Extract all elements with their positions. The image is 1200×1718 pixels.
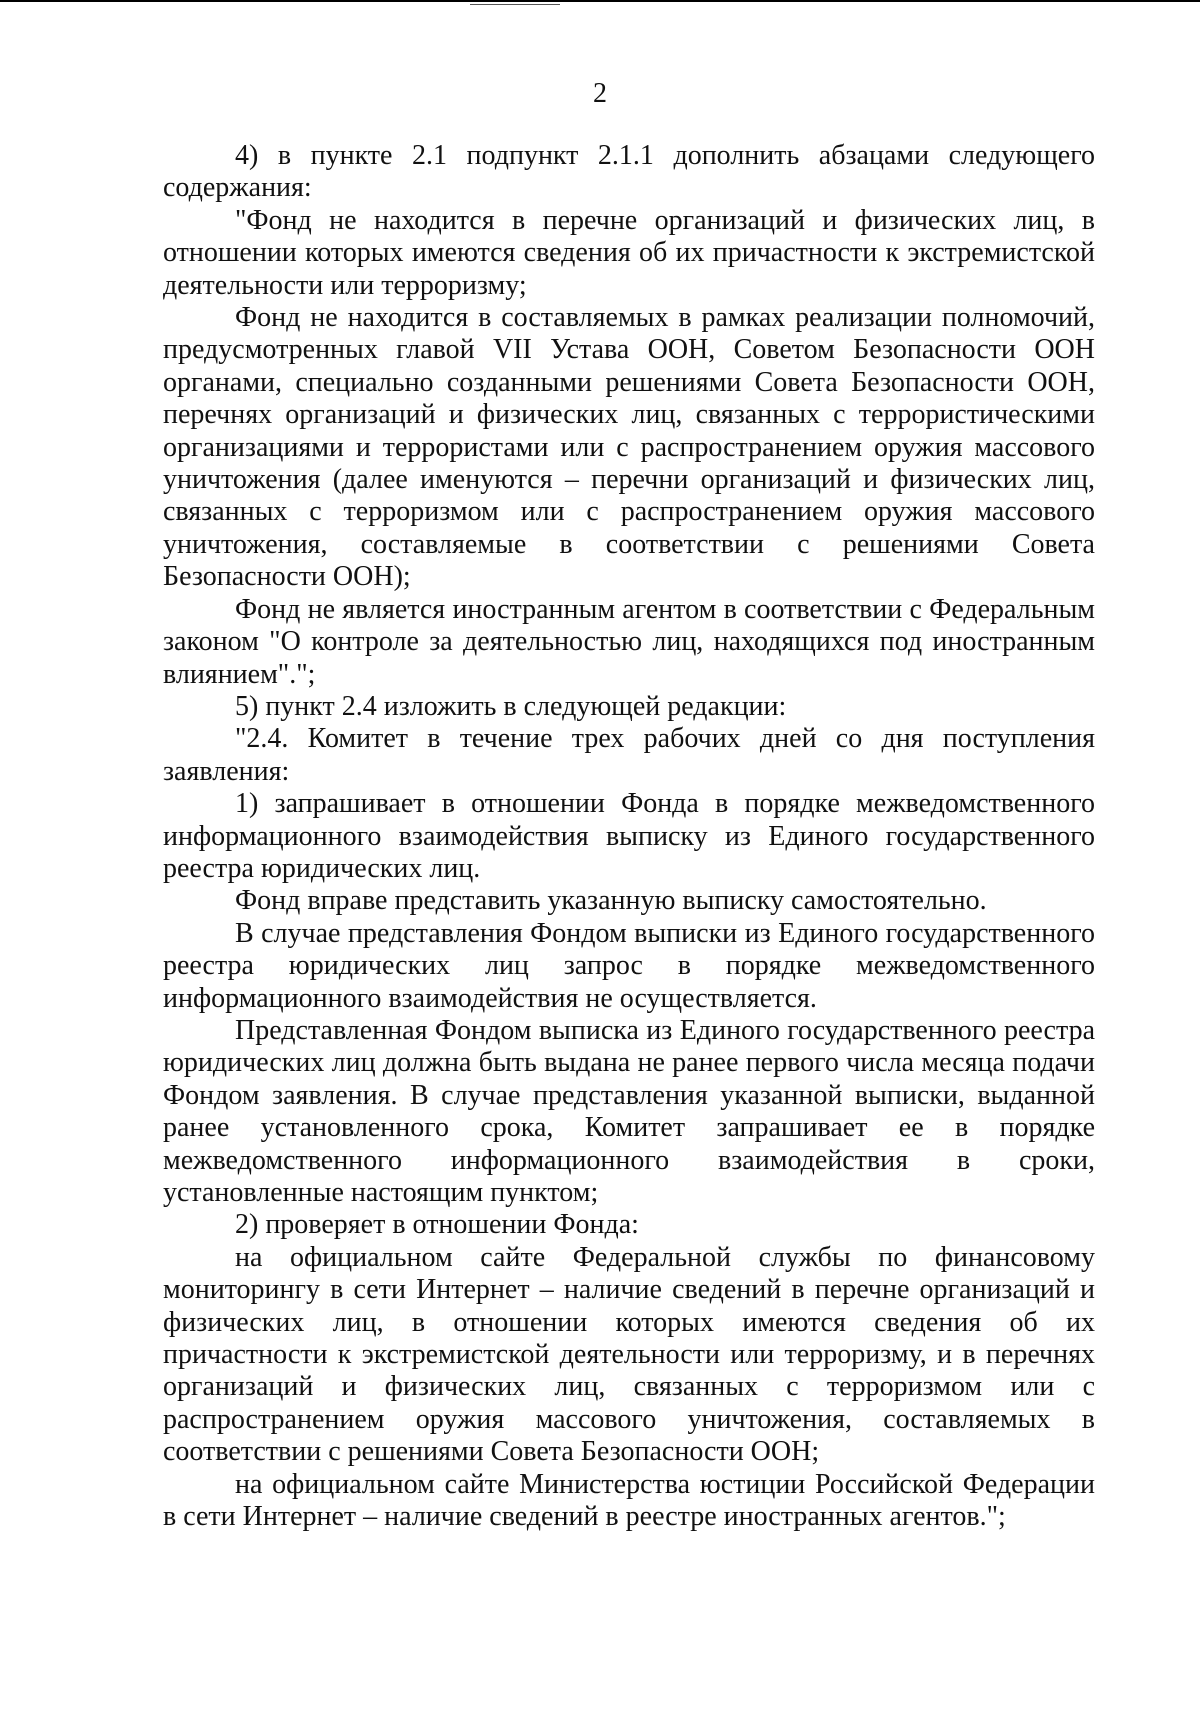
document-body: [163, 140, 1095, 1533]
paragraph-clause-2-4: "2.4. Комитет в течение трех рабочих дней со дня поступления заявления:: [163, 723, 1095, 787]
paragraph-fund-not-in-extremist-list: "Фонд не находится в перечне организаций и физических лиц, в отношении которых имеются сведения об их причастности к экстремистской деятельности или терроризму;: [163, 204, 1095, 301]
paragraph-extract-date-rule: Представленная Фондом выписка из Единого государственного реестра юридических лиц должна быть выдана не ранее первого числа месяца подачи Фондом заявления. В случае представления указанной выписки, выданной ранее установленного срока, Комитет запрашивает ее в порядке межведомственного информационного взаимодействия в сроки, установленные настоящим пунктом;: [163, 1014, 1095, 1208]
paragraph-minjust-check: на официальном сайте Министерства юстиции Российской Федерации в сети Интернет – наличие сведений в реестре иностранных агентов.";: [163, 1468, 1095, 1533]
paragraph-checks: 2) проверяет в отношении Фонда:: [235, 1209, 639, 1241]
paragraph-amendment-5: 5) пункт 2.4 изложить в следующей редакции:: [235, 690, 787, 722]
scan-top-edge: [0, 0, 1200, 2]
paragraph-rosfinmonitoring-check: на официальном сайте Федеральной службы по финансовому мониторингу в сети Интернет – наличие сведений в перечне организаций и физических лиц, в отношении которых имеются сведения об их причастности к экстремистской деятельности или терроризму, и в перечнях организаций и физических лиц, связанных с терроризмом или с распространением оружия массового уничтожения, составляемых в соответствии с решениями Совета Безопасности ООН;: [163, 1241, 1095, 1468]
paragraph-fund-not-foreign-agent: Фонд не является иностранным агентом в соответствии с Федеральным законом "О контроле за деятельностью лиц, находящихся под иностранным влиянием".";: [163, 593, 1095, 690]
paragraph-fund-may-submit: Фонд вправе представить указанную выписку самостоятельно.: [235, 885, 987, 917]
paragraph-amendment-4: 4) в пункте 2.1 подпункт 2.1.1 дополнить абзацами следующего содержания:: [163, 140, 1095, 204]
scan-top-mark: [470, 4, 560, 5]
paragraph-fund-not-in-un-lists: Фонд не находится в составляемых в рамках реализации полномочий, предусмотренных главой VII Устава ООН, Советом Безопасности ООН органами, специально созданными решениями Совета Безопасности ООН, перечнях организаций и физических лиц, связанных с террористическими организациями и террористами или с распространением оружия массового уничтожения (далее именуются – перечни организаций и физических лиц, связанных с терроризмом или с распространением оружия массового уничтожения, составляемые в соответствии с решениями Совета Безопасности ООН);: [163, 302, 1095, 593]
paragraph-no-request-needed: В случае представления Фондом выписки из Единого государственного реестра юридических лиц запрос в порядке межведомственного информационного взаимодействия не осуществляется.: [163, 917, 1095, 1014]
paragraph-request-extract: 1) запрашивает в отношении Фонда в порядке межведомственного информационного взаимодействия выписку из Единого государственного реестра юридических лиц.: [163, 788, 1095, 884]
page-number: 2: [593, 78, 607, 109]
